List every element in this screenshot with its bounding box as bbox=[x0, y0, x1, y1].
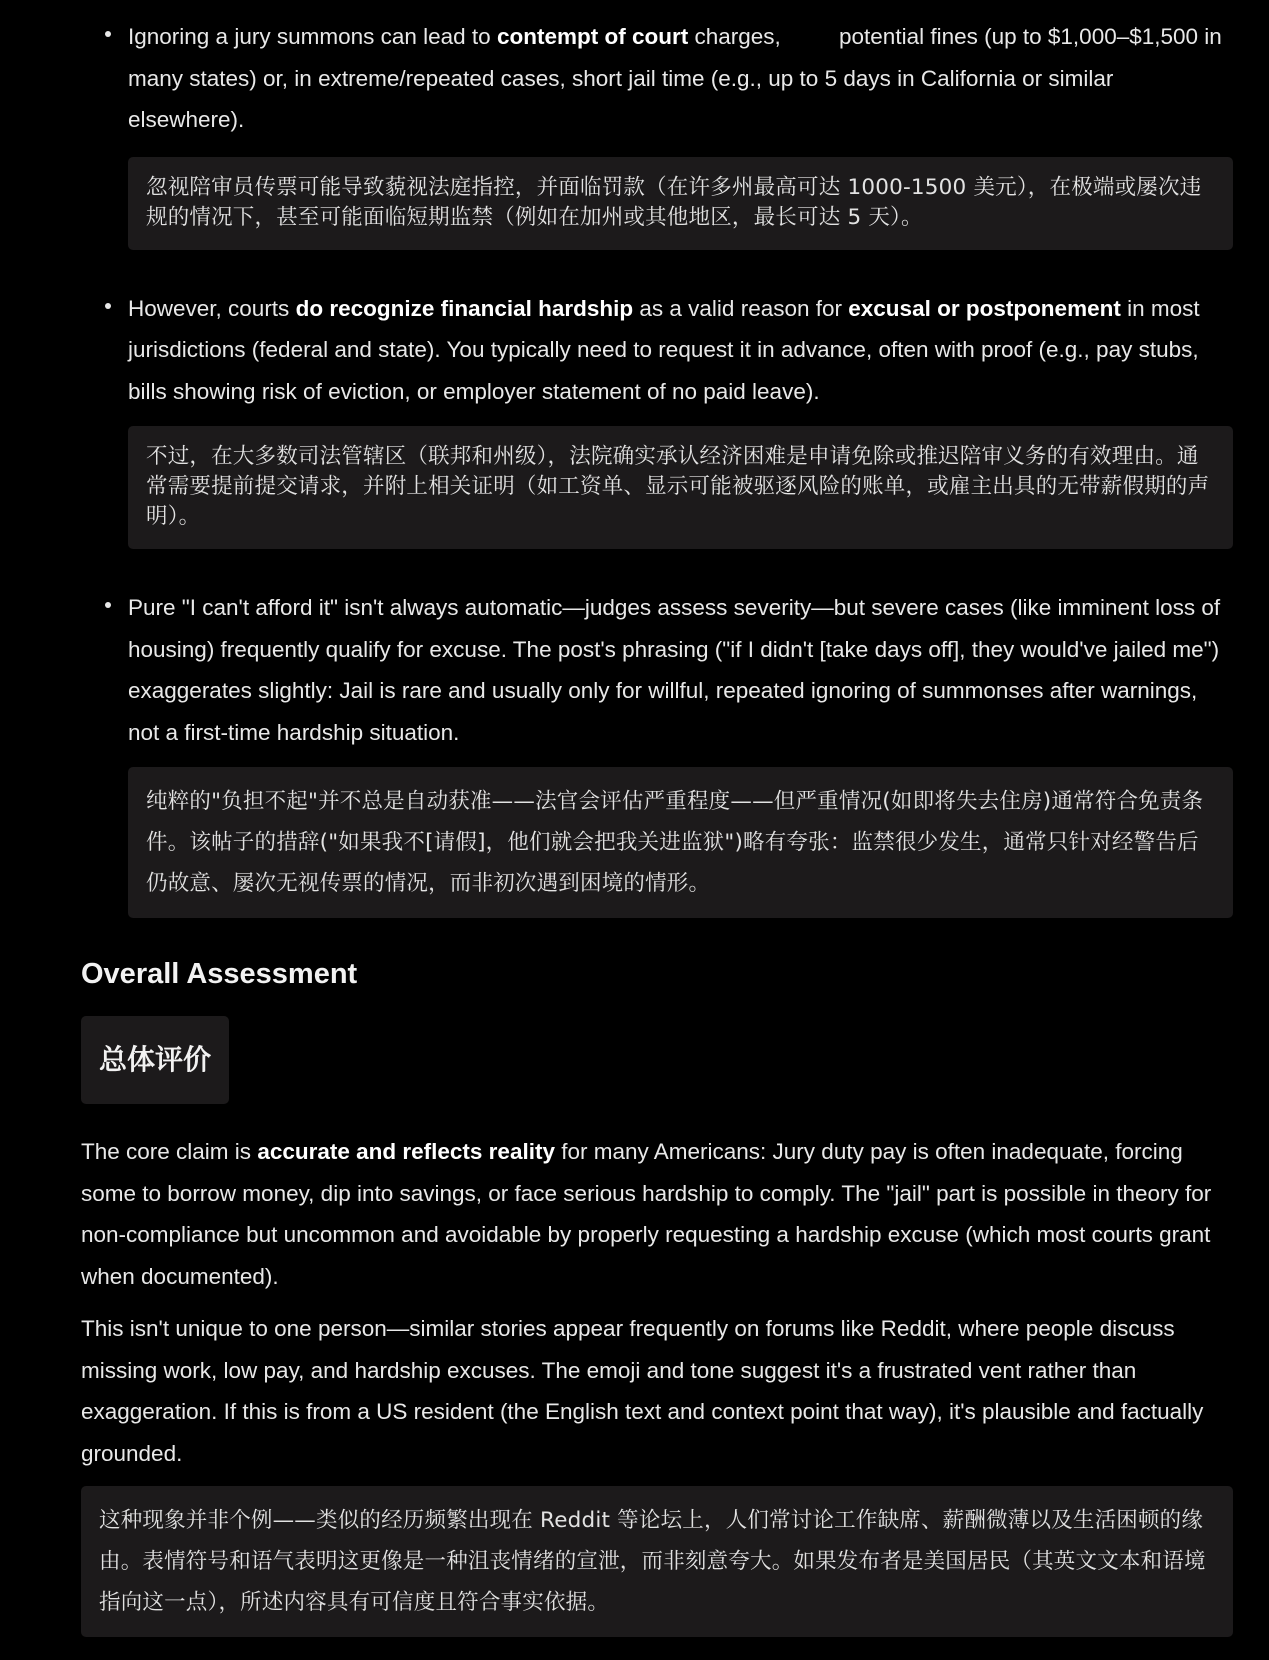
text-segment: However, courts bbox=[128, 295, 296, 321]
bullet-dot bbox=[105, 602, 111, 608]
list-item bbox=[128, 0, 1233, 250]
bold-text: do recognize financial hardship bbox=[295, 295, 634, 321]
text-segment: The core claim is bbox=[81, 1139, 258, 1164]
bullet-dot bbox=[105, 31, 111, 37]
text-segment: for many Americans: Jury duty pay is often inadequate, forcing some to borrow money, dip into savings, or face serious hardship to comply. The "jail" part is possible in theory for non-compliance but uncommon and avoidable by properly requesting a hardship excuse (which most courts grant when documented). bbox=[81, 1139, 1212, 1289]
translation-block bbox=[128, 426, 1233, 549]
text-segment: charges, bbox=[688, 24, 781, 49]
translation-block bbox=[128, 157, 1233, 250]
translation-text: 忽视陪审员传票可能导致藐视法庭指控，并面临罚款（在许多州最高可达 1000-1500 美元），在极端或屡次违规的情况下，甚至可能面临短期监禁（例如在加州或其他地区，最长可达 5 天）。 bbox=[146, 174, 1202, 230]
assessment-paragraph bbox=[81, 1131, 1233, 1297]
assessment-paragraph: This isn't unique to one person—similar stories appear frequently on forums like Reddit, where people discuss missing work, low pay, and hardship excuses. The emoji and tone suggest it's a frustrated vent rather than exaggeration. If this is from a US resident (the English text and context point that way), it's plausible and factually grounded. bbox=[81, 1316, 1204, 1466]
section-heading-translation: 总体评价 bbox=[81, 1016, 229, 1104]
bullet-text bbox=[128, 0, 1233, 141]
list-item bbox=[128, 272, 1233, 550]
translation-block bbox=[81, 1486, 1233, 1637]
bold-text: excusal or postponement bbox=[848, 295, 1121, 321]
text-segment: in most jurisdictions (federal and state). You typically need to request it in advance, often with proof (e.g., pay stubs, bills showing risk of eviction, or employer statement of no paid leave). bbox=[128, 295, 1200, 404]
text-segment: as a valid reason for bbox=[633, 295, 849, 321]
translation-text: 不过，在大多数司法管辖区（联邦和州级），法院确实承认经济困难是申请免除或推迟陪审义务的有效理由。通常需要提前提交请求，并附上相关证明（如工资单、显示可能被驱逐风险的账单，或雇主出具的无带薪假期的声明）。 bbox=[146, 444, 1210, 529]
response-content bbox=[81, 0, 1233, 1615]
translation-text: 这种现象并非个例——类似的经历频繁出现在 Reddit 等论坛上，人们常讨论工作缺席、薪酬微薄以及生活困顿的缘由。表情符号和语气表明这更像是一种沮丧情绪的宣泄，而非刻意夸大。如果发布者是美国居民（其英文文本和语境指向这一点），所述内容具有可信度且符合事实依据。 bbox=[99, 1508, 1206, 1615]
redacted-text bbox=[781, 43, 833, 44]
translation-text: 纯粹的"负担不起"并不总是自动获准——法官会评估严重程度——但严重情况(如即将失去住房)通常符合免责条件。该帖子的措辞("如果我不[请假]，他们就会把我关进监狱")略有夸张：监禁很少发生，通常只针对经警告后仍故意、屡次无视传票的情况，而非初次遇到困境的情形。 bbox=[146, 789, 1204, 896]
text-segment: Ignoring a jury summons can lead to bbox=[128, 24, 497, 49]
section-heading: Overall Assessment bbox=[81, 958, 358, 990]
bullet-text bbox=[128, 272, 1233, 413]
bold-text: contempt of court bbox=[496, 24, 689, 49]
translation-block bbox=[128, 767, 1233, 918]
bullet-list bbox=[81, 0, 1233, 918]
bullet-text: Pure "I can't afford it" isn't always automatic—judges assess severity—but severe cases (like imminent loss of housing) frequently qualify for excuse. The post's phrasing ("if I didn't [take days off], they would've jailed me") exaggerates slightly: Jail is rare and usually only for willful, repeated ignoring of summonses after warnings, not a first-time hardship situation. bbox=[128, 595, 1221, 745]
bullet-dot bbox=[105, 303, 111, 309]
list-item bbox=[128, 571, 1233, 918]
text-segment: potential fines (up to $1,000–$1,500 in many states) or, in extreme/repeated cases, short jail time (e.g., up to 5 days in California or similar elsewhere). bbox=[128, 24, 1222, 132]
bold-text: accurate and reflects reality bbox=[257, 1139, 555, 1164]
